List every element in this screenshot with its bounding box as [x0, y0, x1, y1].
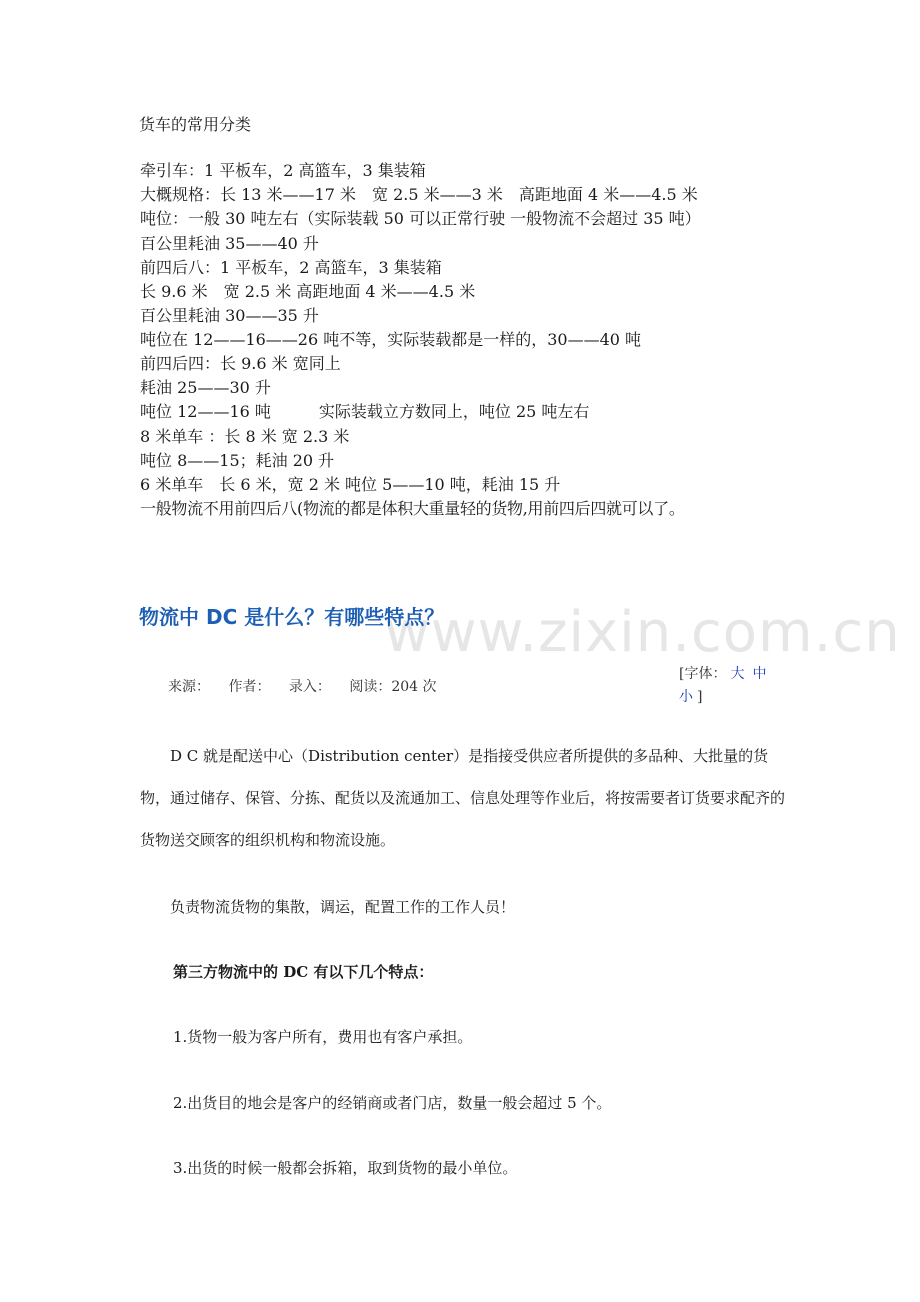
font-size-small-link[interactable]: 小 — [679, 689, 693, 705]
spec-line: 百公里耗油 35——40 升 — [140, 234, 319, 253]
spec-line: 吨位在 12——16——26 吨不等，实际装载都是一样的，30——40 吨 — [140, 330, 642, 349]
font-size-medium-link[interactable]: 中 — [752, 666, 767, 682]
meta-source: 来源： — [168, 679, 210, 695]
feature-item: 1.货物一般为客户所有，费用也有客户承担。 — [173, 1028, 473, 1046]
section-title: 货车的常用分类 — [139, 115, 252, 134]
meta-editor: 录入： — [288, 679, 331, 695]
article-paragraph: 负责物流货物的集散，调运，配置工作的工作人员！ — [170, 898, 516, 916]
spec-line: 6 米单车 长 6 米，宽 2 米 吨位 5——10 吨，耗油 15 升 — [140, 475, 561, 494]
watermark: www.zixin.com.cn — [384, 600, 901, 665]
font-size-switcher — [679, 663, 789, 709]
spec-line: 牵引车：1 平板车，2 高篮车，3 集装箱 — [140, 161, 426, 180]
spec-line: 吨位 12——16 吨 实际装载立方数同上，吨位 25 吨左右 — [140, 402, 590, 421]
features-heading: 第三方物流中的 DC 有以下几个特点： — [173, 963, 434, 981]
font-size-suffix: ] — [697, 689, 703, 705]
spec-line: 吨位：一般 30 吨左右（实际装载 50 可以正常行驶 一般物流不会超过 35 吨） — [140, 209, 701, 228]
font-size-large-link[interactable]: 大 — [730, 666, 745, 682]
meta-author: 作者： — [228, 679, 271, 695]
spec-line: 一般物流不用前四后八(物流的都是体积大重量轻的货物,用前四后四就可以了。 — [140, 499, 685, 518]
meta-reads: 阅读：204 次 — [349, 679, 437, 695]
spec-line: 长 9.6 米 宽 2.5 米 高距地面 4 米——4.5 米 — [140, 282, 476, 301]
font-size-prefix: [字体： — [679, 666, 727, 682]
spec-line: 8 米单车 ：长 8 米 宽 2.3 米 — [140, 427, 350, 446]
feature-item: 2.出货目的地会是客户的经销商或者门店，数量一般会超过 5 个。 — [173, 1094, 612, 1112]
spec-line: 前四后八：1 平板车，2 高篮车，3 集装箱 — [140, 258, 442, 277]
spec-line: 大概规格：长 13 米——17 米 宽 2.5 米——3 米 高距地面 4 米——4.5 米 — [140, 185, 698, 204]
feature-item: 3.出货的时候一般都会拆箱，取到货物的最小单位。 — [173, 1159, 518, 1177]
article-paragraph: D C 就是配送中心（Distribution center）是指接受供应者所提供的多品种、大批量的货物，通过储存、保管、分拣、配货以及流通加工、信息处理等作业后，将按需要者订货要求配齐的货物送交顾客的组织机构和物流设施。 — [140, 747, 786, 849]
spec-line: 百公里耗油 30——35 升 — [140, 306, 319, 325]
spec-line: 前四后四：长 9.6 米 宽同上 — [140, 354, 341, 373]
article-title: 物流中 DC 是什么？有哪些特点？ — [139, 605, 445, 629]
article-meta — [168, 677, 451, 697]
spec-line: 耗油 25——30 升 — [140, 378, 271, 397]
spec-line: 吨位 8——15；耗油 20 升 — [140, 451, 335, 470]
